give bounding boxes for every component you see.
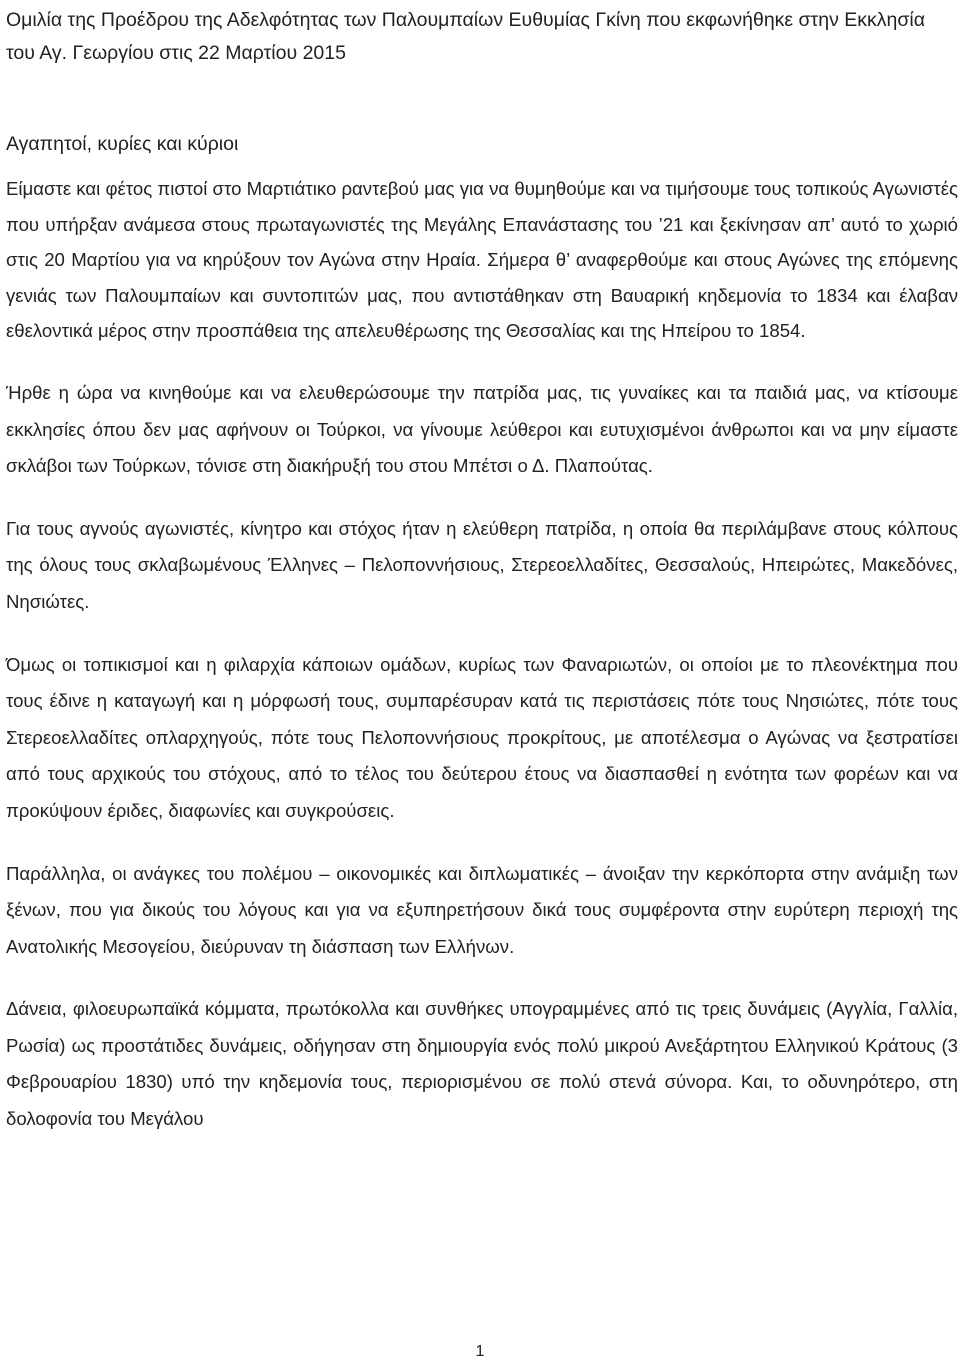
paragraph-3: Για τους αγνούς αγωνιστές, κίνητρο και στόχος ήταν η ελεύθερη πατρίδα, η οποία θα περιλάμβανε στους κόλπους της όλους τους σκλαβωμένους Έλληνες – Πελοποννήσιους, Στερεοελλαδίτες, Θεσσαλούς, Ηπειρώτες, Μακεδόνες, Νησιώτες. <box>6 517 958 612</box>
greeting: Αγαπητοί, κυρίες και κύριοι <box>6 133 239 155</box>
paragraph-5: Παράλληλα, οι ανάγκες του πολέμου – οικονομικές και διπλωματικές – άνοιξαν την κερκόπορτα στην ανάμιξη των ξένων, που για δικούς του λόγους και για να εξυπηρετήσουν δικά τους συμφέροντα στην ευρύτερη περιοχή της Ανατολικής Μεσογείου, διεύρυναν τη διάσπαση των Ελλήνων. <box>6 862 958 957</box>
paragraph-1: Είμαστε και φέτος πιστοί στο Μαρτιάτικο ραντεβού μας για να θυμηθούμε και να τιμήσουμε τους τοπικούς Αγωνιστές που υπήρξαν ανάμεσα στους πρωταγωνιστές της Μεγάλης Επανάστασης του ’21 και ξεκίνησαν απ’ αυτό το χωριό στις 20 Μαρτίου για να κηρύξουν τον Αγώνα στην Ηραία. Σήμερα θ’ αναφερθούμε και στους Αγώνες της επόμενης γενιάς των Παλουμπαίων και συντοπιτών μας, που αντιστάθηκαν στη Βαυαρική κηδεμονία το 1834 και έλαβαν εθελοντικά μέρος στην προσπάθεια της απελευθέρωσης της Θεσσαλίας και της Ηπείρου το 1854. <box>6 178 958 342</box>
document-page <box>6 4 958 1138</box>
paragraph-2: Ήρθε η ώρα να κινηθούμε και να ελευθερώσουμε την πατρίδα μας, τις γυναίκες και τα παιδιά μας, να κτίσουμε εκκλησίες όπου δεν μας αφήνουν οι Τούρκοι, να γίνουμε λεύθεροι και ευτυχισμένοι άνθρωποι και να μην είμαστε σκλάβοι των Τούρκων, τόνισε στη διακήρυξή του στου Μπέτσι ο Δ. Πλαπούτας. <box>6 381 958 477</box>
paragraph-4: Όμως οι τοπικισμοί και η φιλαρχία κάποιων ομάδων, κυρίως των Φαναριωτών, οι οποίοι με το πλεονέκτημα που τους έδινε η καταγωγή και η μόρφωσή τους, συμπαρέσυραν κατά τις περιστάσεις πότε τους Νησιώτες, πότε τους Στερεοελλαδίτες οπλαρχηγούς, πότε τους Πελοποννήσιους προκρίτους, με αποτέλεσμα ο Αγώνας να ξεστρατίσει από τους αρχικούς του στόχους, από το τέλος του δεύτερου έτους να διασπασθεί η ενότητα των φορέων και να προκύψουν έριδες, διαφωνίες και συγκρούσεις. <box>6 653 958 821</box>
speech-title: Ομιλία της Προέδρου της Αδελφότητας των Παλουμπαίων Ευθυμίας Γκίνη που εκφωνήθηκε στην Εκκλησία του Αγ. Γεωργίου στις 22 Μαρτίου 2015 <box>6 9 926 64</box>
paragraph-6: Δάνεια, φιλοευρωπαϊκά κόμματα, πρωτόκολλα και συνθήκες υπογραμμένες από τις τρεις δυνάμεις (Αγγλία, Γαλλία, Ρωσία) ως προστάτιδες δυνάμεις, οδήγησαν στη δημιουργία ενός πολύ μικρού Ανεξάρτητου Ελληνικού Κράτους (3 Φεβρουαρίου 1830) υπό την κηδεμονία τους, περιορισμένου σε πολύ στενά σύνορα. Και, το οδυνηρότερο, στη δολοφονία του Μεγάλου <box>6 998 958 1130</box>
page-number: 1 <box>475 1343 485 1360</box>
